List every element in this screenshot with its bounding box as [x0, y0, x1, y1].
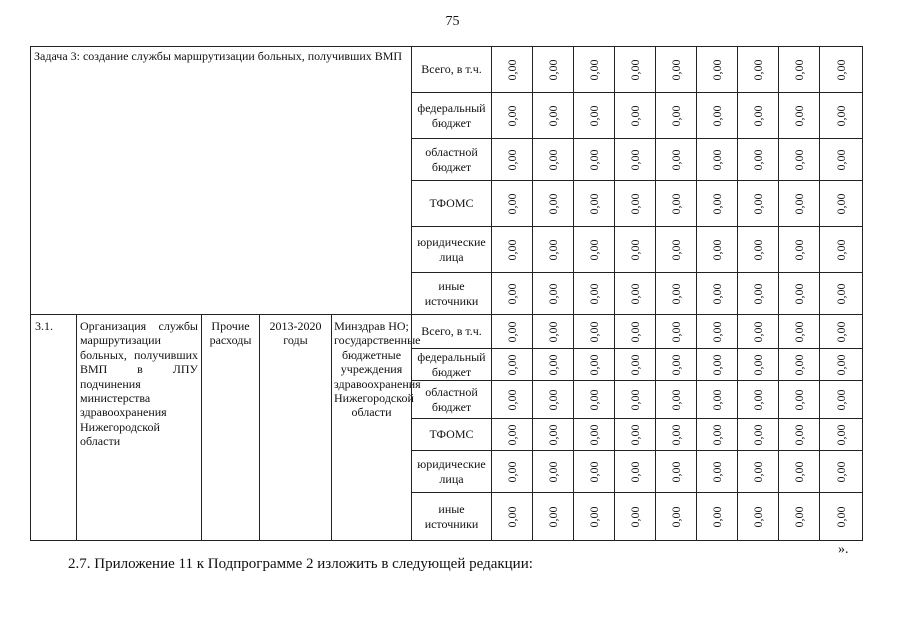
value-cell — [492, 419, 533, 451]
value-text: 0,00 — [586, 506, 601, 527]
value-cell — [574, 381, 615, 419]
value-cell — [656, 181, 697, 227]
value-cell — [697, 381, 738, 419]
item-number: 3.1. — [31, 315, 77, 541]
value-text: 0,00 — [833, 506, 848, 527]
value-text: 0,00 — [504, 283, 519, 304]
value-cell — [697, 349, 738, 381]
value-text: 0,00 — [709, 193, 724, 214]
value-cell — [656, 381, 697, 419]
value-cell — [697, 181, 738, 227]
value-text: 0,00 — [545, 105, 560, 126]
value-text: 0,00 — [833, 239, 848, 260]
value-text: 0,00 — [750, 239, 765, 260]
value-text: 0,00 — [627, 105, 642, 126]
value-text: 0,00 — [709, 389, 724, 410]
value-text: 0,00 — [504, 149, 519, 170]
value-text: 0,00 — [627, 461, 642, 482]
value-text: 0,00 — [750, 506, 765, 527]
value-text: 0,00 — [709, 283, 724, 304]
value-text: 0,00 — [750, 59, 765, 80]
value-text: 0,00 — [709, 321, 724, 342]
value-text: 0,00 — [750, 389, 765, 410]
value-cell — [533, 181, 574, 227]
value-cell — [615, 419, 656, 451]
value-text: 0,00 — [833, 321, 848, 342]
value-text: 0,00 — [750, 461, 765, 482]
value-cell — [779, 451, 820, 493]
value-text: 0,00 — [709, 424, 724, 445]
funding-source: иные источники — [412, 273, 492, 315]
value-text: 0,00 — [627, 354, 642, 375]
value-cell — [492, 381, 533, 419]
budget-table — [30, 46, 863, 541]
value-cell — [738, 419, 779, 451]
value-cell — [697, 493, 738, 541]
value-cell — [574, 451, 615, 493]
value-cell — [779, 315, 820, 349]
value-text: 0,00 — [586, 239, 601, 260]
value-cell — [656, 273, 697, 315]
value-cell — [820, 139, 863, 181]
value-text: 0,00 — [791, 461, 806, 482]
value-cell — [615, 349, 656, 381]
value-cell — [779, 139, 820, 181]
value-cell — [492, 93, 533, 139]
value-text: 0,00 — [791, 105, 806, 126]
value-text: 0,00 — [791, 424, 806, 445]
value-cell — [615, 451, 656, 493]
value-cell — [533, 349, 574, 381]
period: 2013-2020 годы — [260, 315, 332, 541]
value-text: 0,00 — [833, 424, 848, 445]
value-text: 0,00 — [709, 105, 724, 126]
value-text: 0,00 — [750, 321, 765, 342]
value-text: 0,00 — [627, 506, 642, 527]
value-cell — [574, 139, 615, 181]
task3-row — [31, 47, 863, 93]
value-cell — [820, 181, 863, 227]
value-cell — [738, 93, 779, 139]
funding-source: областной бюджет — [412, 139, 492, 181]
value-cell — [656, 227, 697, 273]
value-text: 0,00 — [709, 506, 724, 527]
value-text: 0,00 — [504, 424, 519, 445]
value-cell — [820, 493, 863, 541]
value-text: 0,00 — [833, 389, 848, 410]
value-text: 0,00 — [545, 389, 560, 410]
value-cell — [820, 381, 863, 419]
value-text: 0,00 — [750, 105, 765, 126]
value-text: 0,00 — [545, 506, 560, 527]
funding-source: федеральный бюджет — [412, 93, 492, 139]
value-cell — [697, 451, 738, 493]
value-cell — [820, 47, 863, 93]
value-text: 0,00 — [586, 105, 601, 126]
value-cell — [492, 47, 533, 93]
value-cell — [574, 273, 615, 315]
value-text: 0,00 — [791, 193, 806, 214]
value-text: 0,00 — [627, 389, 642, 410]
value-cell — [656, 93, 697, 139]
value-cell — [779, 349, 820, 381]
value-cell — [574, 315, 615, 349]
value-text: 0,00 — [791, 389, 806, 410]
value-cell — [820, 349, 863, 381]
value-cell — [738, 181, 779, 227]
value-cell — [492, 493, 533, 541]
value-cell — [533, 381, 574, 419]
value-cell — [656, 419, 697, 451]
item-name: Организация службы маршрутизации больных, получивших ВМП в ЛПУ подчинения министерства здравоохранения Нижегородской области — [77, 315, 202, 541]
value-cell — [656, 139, 697, 181]
value-text: 0,00 — [545, 321, 560, 342]
value-text: 0,00 — [709, 149, 724, 170]
value-cell — [738, 273, 779, 315]
value-text: 0,00 — [504, 321, 519, 342]
value-cell — [738, 349, 779, 381]
value-text: 0,00 — [586, 461, 601, 482]
value-cell — [820, 315, 863, 349]
value-cell — [533, 47, 574, 93]
value-cell — [533, 227, 574, 273]
value-cell — [738, 315, 779, 349]
value-text: 0,00 — [504, 461, 519, 482]
expense-type: Прочие расходы — [202, 315, 260, 541]
value-text: 0,00 — [586, 354, 601, 375]
value-text: 0,00 — [504, 59, 519, 80]
value-text: 0,00 — [668, 239, 683, 260]
value-text: 0,00 — [627, 283, 642, 304]
value-cell — [615, 227, 656, 273]
value-cell — [779, 381, 820, 419]
value-text: 0,00 — [833, 461, 848, 482]
executor: Минздрав НО; государственные бюджетные учреждения здравоохранения Нижегородской области — [332, 315, 412, 541]
value-text: 0,00 — [833, 283, 848, 304]
value-cell — [492, 315, 533, 349]
funding-source: иные источники — [412, 493, 492, 541]
task3-title: Задача 3: создание службы маршрутизации больных, получивших ВМП — [31, 47, 412, 315]
value-text: 0,00 — [586, 193, 601, 214]
value-text: 0,00 — [504, 105, 519, 126]
value-cell — [533, 493, 574, 541]
amendment-note: 2.7. Приложение 11 к Подпрограмме 2 изложить в следующей редакции: — [68, 556, 533, 572]
value-cell — [656, 47, 697, 93]
value-cell — [533, 273, 574, 315]
value-text: 0,00 — [545, 239, 560, 260]
value-cell — [779, 47, 820, 93]
value-cell — [820, 451, 863, 493]
value-text: 0,00 — [750, 193, 765, 214]
value-cell — [697, 47, 738, 93]
value-text: 0,00 — [545, 283, 560, 304]
value-cell — [738, 451, 779, 493]
value-cell — [738, 381, 779, 419]
value-cell — [615, 315, 656, 349]
value-text: 0,00 — [504, 506, 519, 527]
value-cell — [615, 381, 656, 419]
value-text: 0,00 — [750, 424, 765, 445]
value-text: 0,00 — [545, 424, 560, 445]
value-text: 0,00 — [791, 283, 806, 304]
value-text: 0,00 — [750, 149, 765, 170]
value-text: 0,00 — [833, 59, 848, 80]
value-cell — [738, 493, 779, 541]
value-text: 0,00 — [586, 424, 601, 445]
value-text: 0,00 — [627, 239, 642, 260]
value-text: 0,00 — [833, 193, 848, 214]
value-text: 0,00 — [668, 59, 683, 80]
funding-source: федеральный бюджет — [412, 349, 492, 381]
value-text: 0,00 — [545, 193, 560, 214]
value-cell — [656, 315, 697, 349]
value-cell — [697, 419, 738, 451]
value-cell — [820, 227, 863, 273]
value-text: 0,00 — [627, 193, 642, 214]
funding-source: Всего, в т.ч. — [412, 315, 492, 349]
value-cell — [492, 273, 533, 315]
value-cell — [533, 139, 574, 181]
value-cell — [615, 47, 656, 93]
value-cell — [492, 349, 533, 381]
value-cell — [779, 493, 820, 541]
value-cell — [574, 227, 615, 273]
value-text: 0,00 — [545, 59, 560, 80]
funding-source: Всего, в т.ч. — [412, 47, 492, 93]
funding-source: областной бюджет — [412, 381, 492, 419]
value-text: 0,00 — [833, 149, 848, 170]
value-cell — [533, 93, 574, 139]
value-cell — [492, 227, 533, 273]
value-text: 0,00 — [668, 354, 683, 375]
value-text: 0,00 — [750, 283, 765, 304]
value-text: 0,00 — [668, 389, 683, 410]
value-text: 0,00 — [709, 461, 724, 482]
value-cell — [533, 419, 574, 451]
value-text: 0,00 — [833, 354, 848, 375]
value-cell — [615, 273, 656, 315]
value-text: 0,00 — [668, 461, 683, 482]
value-text: 0,00 — [791, 149, 806, 170]
value-text: 0,00 — [668, 321, 683, 342]
value-text: 0,00 — [586, 149, 601, 170]
value-text: 0,00 — [586, 389, 601, 410]
value-cell — [779, 227, 820, 273]
value-cell — [738, 227, 779, 273]
value-cell — [697, 315, 738, 349]
value-cell — [533, 315, 574, 349]
value-text: 0,00 — [791, 506, 806, 527]
value-text: 0,00 — [627, 424, 642, 445]
value-cell — [656, 349, 697, 381]
funding-source: ТФОМС — [412, 181, 492, 227]
value-cell — [492, 451, 533, 493]
closing-quote: ». — [838, 542, 849, 557]
value-cell — [574, 181, 615, 227]
value-cell — [574, 349, 615, 381]
value-cell — [697, 93, 738, 139]
value-cell — [697, 139, 738, 181]
value-cell — [820, 419, 863, 451]
value-text: 0,00 — [545, 461, 560, 482]
value-text: 0,00 — [709, 354, 724, 375]
value-cell — [779, 419, 820, 451]
value-text: 0,00 — [709, 59, 724, 80]
value-text: 0,00 — [791, 321, 806, 342]
funding-source: ТФОМС — [412, 419, 492, 451]
value-text: 0,00 — [504, 389, 519, 410]
funding-source: юридические лица — [412, 227, 492, 273]
value-cell — [615, 493, 656, 541]
value-cell — [574, 47, 615, 93]
value-cell — [574, 419, 615, 451]
value-cell — [656, 493, 697, 541]
value-text: 0,00 — [791, 239, 806, 260]
value-cell — [615, 93, 656, 139]
value-cell — [574, 493, 615, 541]
value-text: 0,00 — [668, 506, 683, 527]
funding-source: юридические лица — [412, 451, 492, 493]
value-cell — [492, 139, 533, 181]
value-text: 0,00 — [668, 283, 683, 304]
value-text: 0,00 — [668, 105, 683, 126]
value-cell — [574, 93, 615, 139]
value-text: 0,00 — [586, 321, 601, 342]
value-cell — [533, 451, 574, 493]
value-text: 0,00 — [627, 321, 642, 342]
value-text: 0,00 — [504, 354, 519, 375]
value-text: 0,00 — [545, 149, 560, 170]
value-text: 0,00 — [750, 354, 765, 375]
value-text: 0,00 — [545, 354, 560, 375]
value-text: 0,00 — [791, 59, 806, 80]
value-cell — [820, 93, 863, 139]
value-text: 0,00 — [586, 59, 601, 80]
value-cell — [656, 451, 697, 493]
value-cell — [697, 227, 738, 273]
value-text: 0,00 — [504, 239, 519, 260]
value-text: 0,00 — [627, 59, 642, 80]
value-cell — [697, 273, 738, 315]
value-cell — [820, 273, 863, 315]
value-text: 0,00 — [668, 424, 683, 445]
value-text: 0,00 — [668, 193, 683, 214]
value-text: 0,00 — [709, 239, 724, 260]
value-cell — [615, 139, 656, 181]
value-cell — [738, 139, 779, 181]
item31-row — [31, 315, 863, 349]
value-text: 0,00 — [833, 105, 848, 126]
value-cell — [779, 181, 820, 227]
value-text: 0,00 — [586, 283, 601, 304]
value-text: 0,00 — [504, 193, 519, 214]
value-cell — [738, 47, 779, 93]
value-cell — [779, 273, 820, 315]
value-cell — [615, 181, 656, 227]
page-number: 75 — [445, 14, 460, 29]
value-cell — [492, 181, 533, 227]
value-cell — [779, 93, 820, 139]
value-text: 0,00 — [791, 354, 806, 375]
value-text: 0,00 — [627, 149, 642, 170]
value-text: 0,00 — [668, 149, 683, 170]
